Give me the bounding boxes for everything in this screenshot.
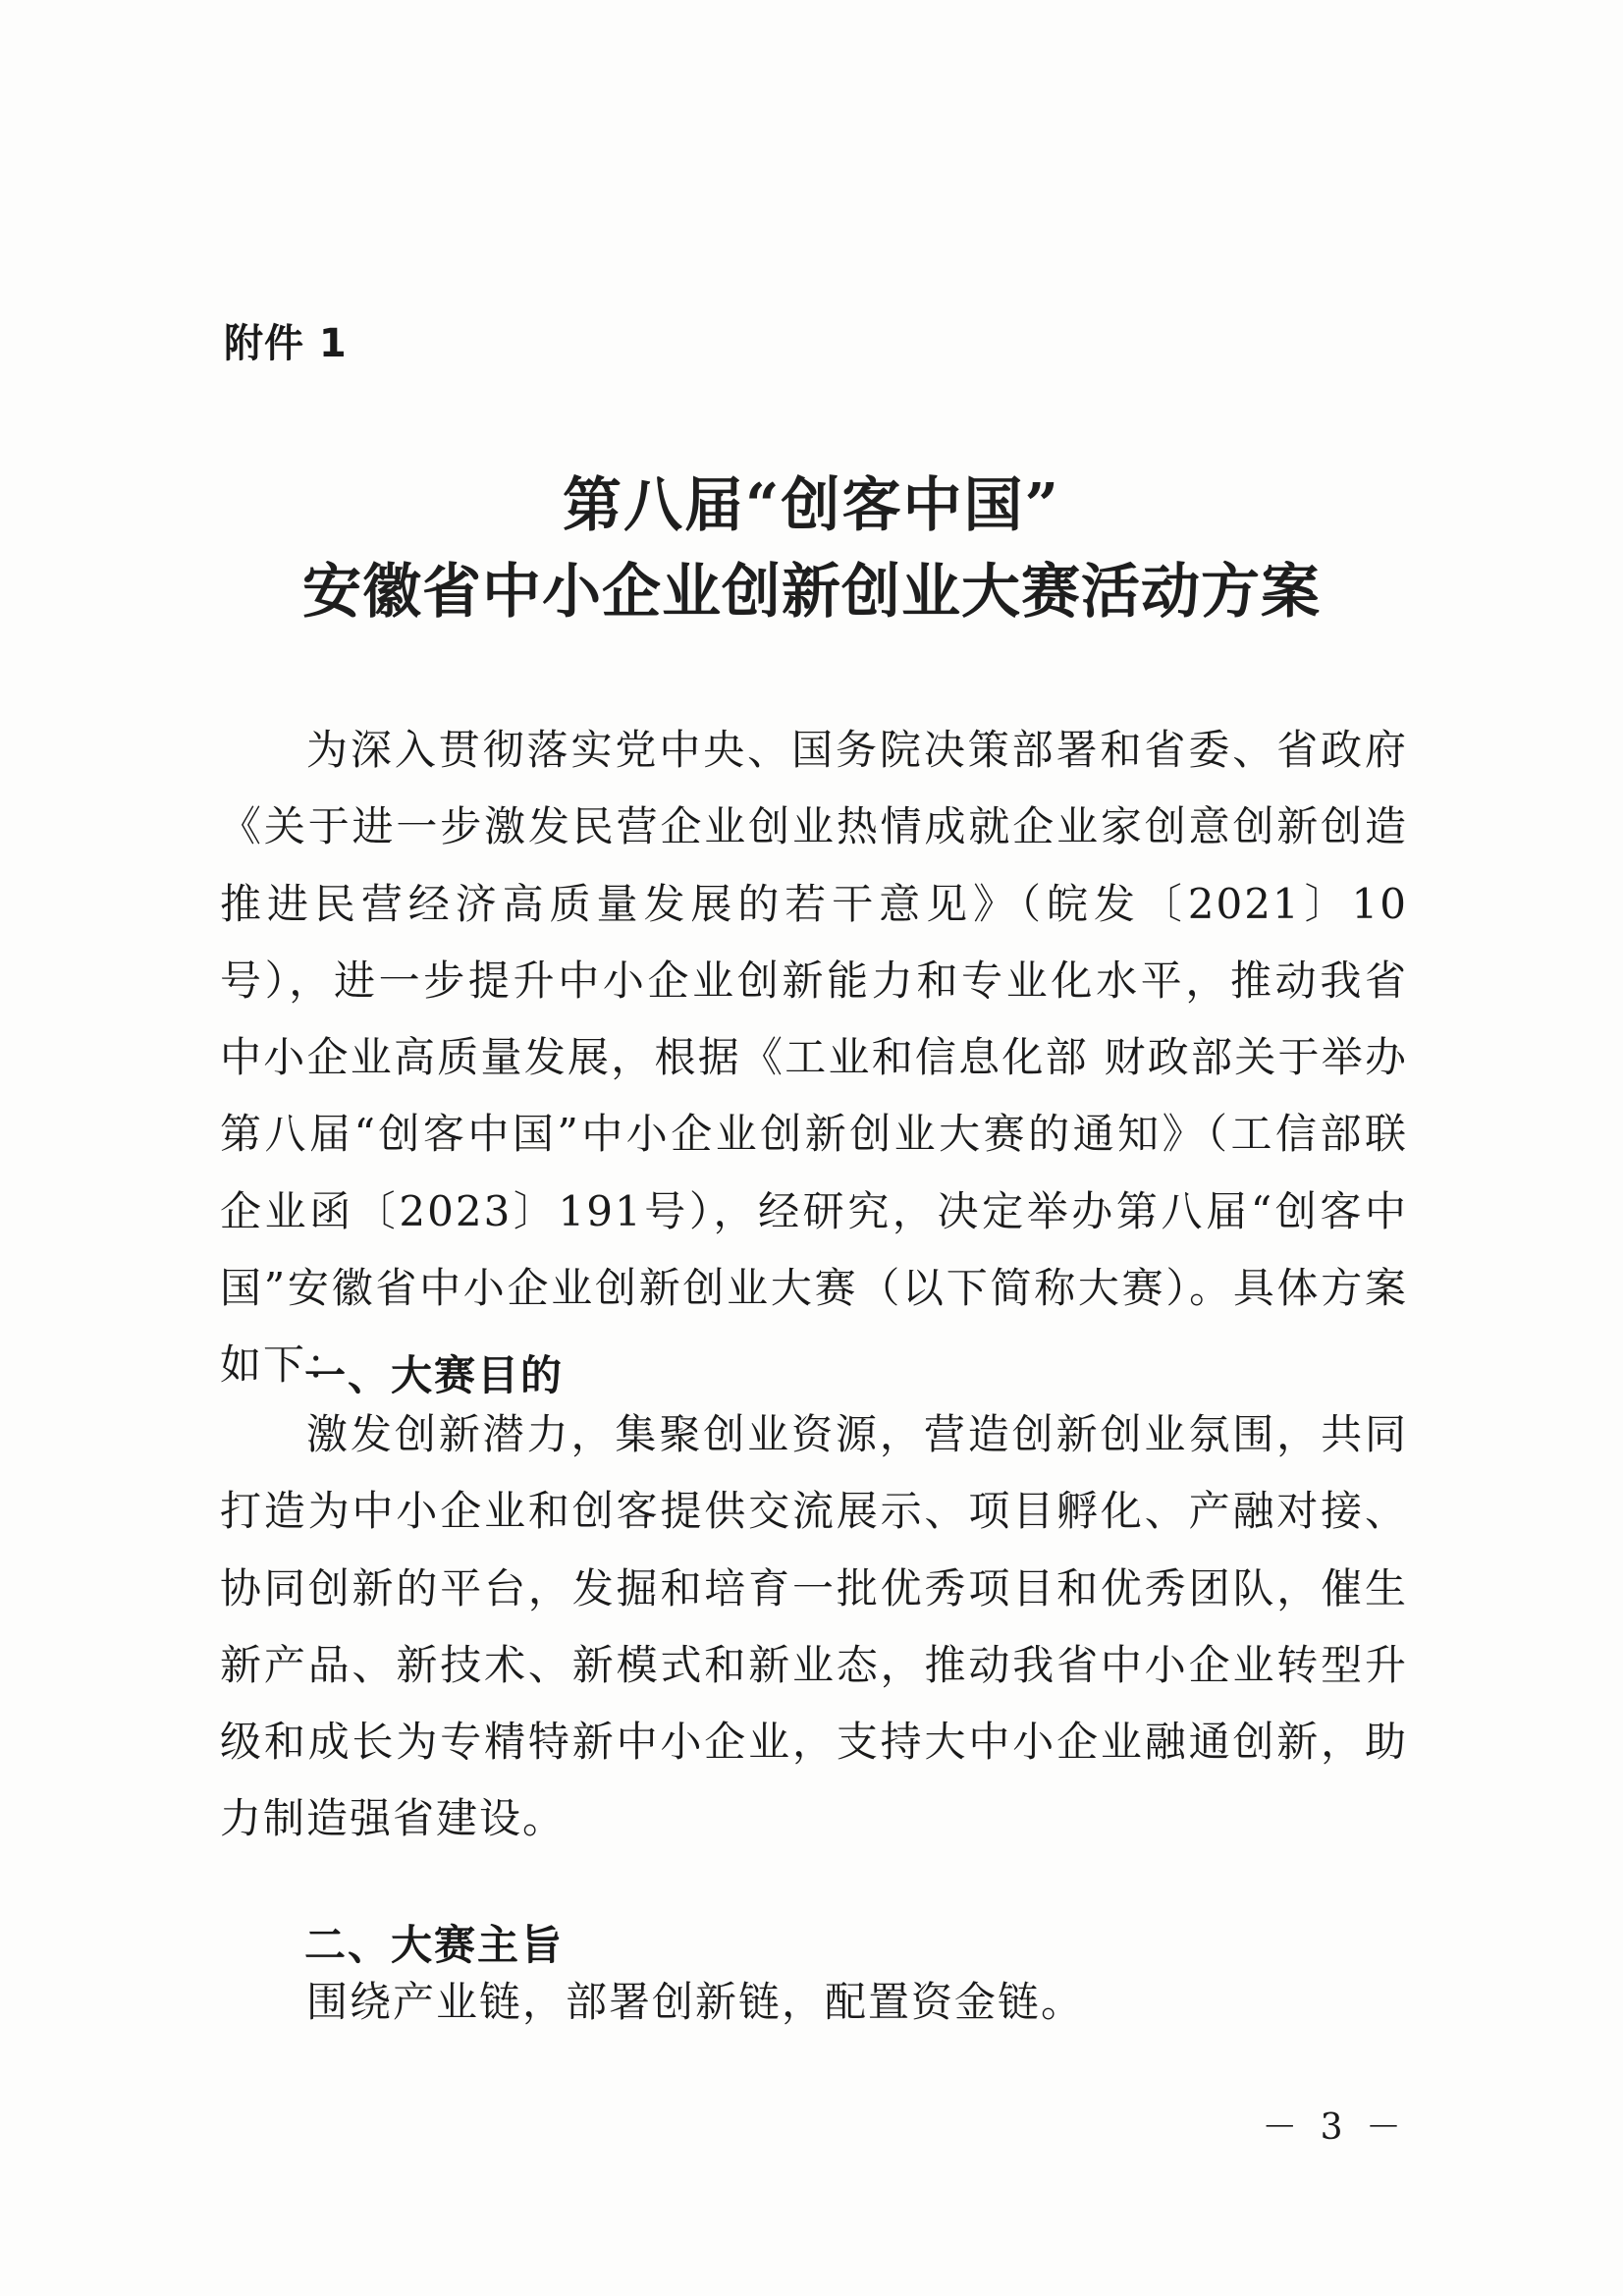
attachment-label: 附件 1 [224, 321, 348, 366]
intro-paragraph: 为深入贯彻落实党中央、国务院决策部署和省委、省政府《关于进一步激发民营企业创业热情成就企业家创意创新创造推进民营经济高质量发展的若干意见》（皖发〔2021〕10号），进一步提升中小企业创新能力和专业化水平，推动我省中小企业高质量发展，根据《工业和信息化部 财政部关于举办第八届“创客中国”中小企业创新创业大赛的通知》（工信部联企业函〔2023〕191号），经研究，决定举办第八届“创客中国”安徽省中小企业创新创业大赛（以下简称大赛）。具体方案如下： [220, 726, 1408, 1390]
page-number: － 3 － [1262, 2107, 1407, 2148]
section-paragraph-purpose: 激发创新潜力，集聚创业资源，营造创新创业氛围，共同打造为中小企业和创客提供交流展示、项目孵化、产融对接、协同创新的平台，发掘和培育一批优秀项目和优秀团队，催生新产品、新技术、新模式和新业态，推动我省中小企业转型升级和成长为专精特新中小企业，支持大中小企业融通创新，助力制造强省建设。 [220, 1410, 1408, 1843]
section-paragraph-theme: 围绕产业链，部署创新链，配置资金链。 [306, 1978, 1085, 2026]
section-heading-purpose: 一、大赛目的 [304, 1351, 565, 1399]
document-title-line-2: 安徽省中小企业创新创业大赛活动方案 [302, 558, 1321, 627]
document-title-line-1: 第八届“创客中国” [562, 471, 1061, 540]
section-heading-theme: 二、大赛主旨 [304, 1921, 565, 1969]
